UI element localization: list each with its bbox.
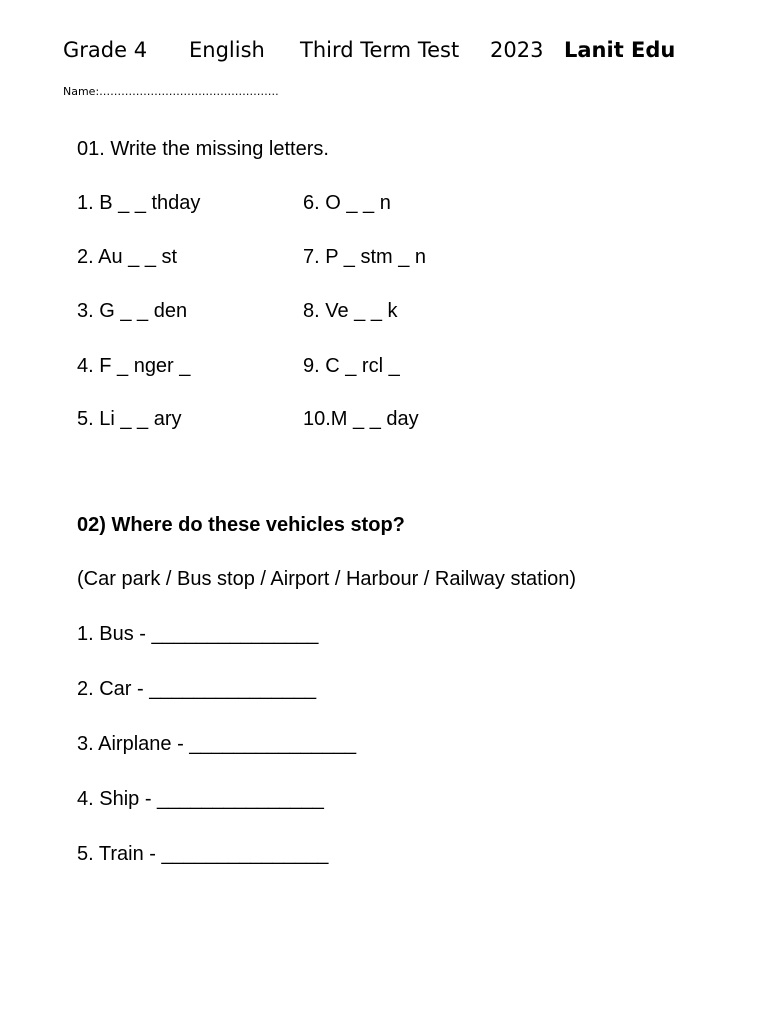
vehicle-item-airplane: 3. Airplane - _______________ [77, 733, 357, 755]
missing-letters-item-8: 8. Ve _ _ k [303, 300, 398, 322]
header-grade: Grade 4 [63, 38, 148, 62]
header-test-name: Third Term Test [300, 38, 460, 62]
missing-letters-item-9: 9. C _ rcl _ [303, 355, 400, 377]
vehicle-item-bus: 1. Bus - _______________ [77, 623, 319, 645]
missing-letters-item-1: 1. B _ _ thday [77, 192, 201, 214]
missing-letters-item-10: 10.M _ _ day [303, 408, 419, 430]
missing-letters-item-5: 5. Li _ _ ary [77, 408, 182, 430]
header-year: 2023 [490, 38, 544, 62]
header-subject: English [189, 38, 265, 62]
vehicle-item-car: 2. Car - _______________ [77, 678, 317, 700]
question-2-title: 02) Where do these vehicles stop? [77, 514, 405, 536]
missing-letters-item-6: 6. O _ _ n [303, 192, 391, 214]
question-1-title: 01. Write the missing letters. [77, 138, 329, 160]
name-field: Name:…………………………………………. [63, 85, 279, 98]
missing-letters-item-4: 4. F _ nger _ [77, 355, 191, 377]
header-brand: Lanit Edu [564, 38, 676, 62]
missing-letters-item-3: 3. G _ _ den [77, 300, 188, 322]
vehicle-item-ship: 4. Ship - _______________ [77, 788, 324, 810]
worksheet-header [63, 38, 743, 68]
question-2-options: (Car park / Bus stop / Airport / Harbour / Railway station) [77, 568, 577, 590]
missing-letters-item-2: 2. Au _ _ st [77, 246, 178, 268]
missing-letters-item-7: 7. P _ stm _ n [303, 246, 427, 268]
vehicle-item-train: 5. Train - _______________ [77, 843, 329, 865]
